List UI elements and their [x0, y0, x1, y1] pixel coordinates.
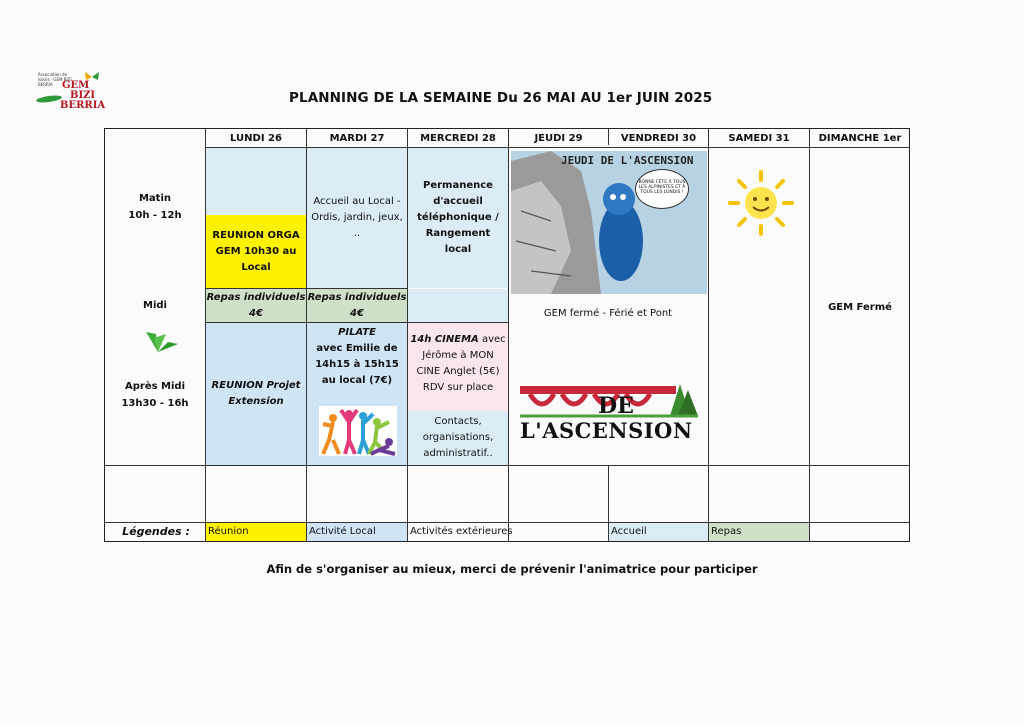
header-mardi: MARDI 27	[329, 133, 385, 144]
slot-matin	[105, 190, 205, 224]
grid-line	[206, 288, 408, 289]
legend-repas: Repas	[709, 523, 809, 541]
header-dimanche: DIMANCHE 1er	[818, 133, 902, 144]
logo-bizi: BIZI	[70, 90, 96, 101]
mardi-afternoon	[307, 323, 407, 465]
legend-label: Légendes :	[122, 525, 190, 538]
lundi-morning-reunion: REUNION ORGA GEM 10h30 au Local	[206, 215, 306, 288]
cinema-details: avec Jérôme à MON CINE Anglet (5€) RDV sur place	[416, 334, 506, 393]
header-lundi: LUNDI 26	[230, 133, 282, 144]
logo-swoosh	[36, 94, 63, 104]
logo-small-text: Association de loisirs · GEM BIZI BERRIA	[38, 72, 72, 87]
grid-line	[205, 129, 206, 541]
mercredi-contacts: Contacts, organisations, administratif..	[408, 411, 508, 465]
grid-line	[105, 465, 909, 466]
slot-apres-midi	[105, 378, 205, 412]
gem-logo	[36, 72, 108, 120]
page-title: PLANNING DE LA SEMAINE Du 26 MAI AU 1er JUIN 2025	[289, 90, 713, 106]
logo-gem: GEM	[62, 80, 90, 91]
slot-apres-hours: 13h30 - 16h	[121, 398, 189, 409]
legend-activite-local: Activité Local	[307, 523, 407, 541]
slot-midi: Midi	[143, 300, 167, 311]
header-samedi: SAMEDI 31	[728, 133, 790, 144]
pilate-title: PILATE	[338, 327, 376, 338]
lundi-morning-accueil	[206, 148, 306, 215]
ascension-de: DE	[598, 393, 634, 419]
header-vendredi: VENDREDI 30	[620, 133, 697, 144]
header-mercredi: MERCREDI 28	[420, 133, 496, 144]
footer-note: Afin de s'organiser au mieux, merci de prévenir l'animatrice pour participer	[266, 562, 758, 576]
comic-title: JEUDI DE L'ASCENSION	[561, 154, 694, 167]
yoga-figures-icon	[319, 406, 397, 456]
mardi-morning: Accueil au Local - Ordis, jardin, jeux, ..	[307, 148, 407, 288]
grid-line	[508, 129, 509, 541]
grid-line	[708, 129, 709, 541]
mercredi-cinema	[408, 323, 508, 411]
header-jeudi: JEUDI 29	[534, 133, 583, 144]
slot-matin-label: Matin	[138, 193, 172, 204]
dimanche-closed: GEM Fermé	[828, 302, 892, 313]
cinema-title: 14h CINEMA	[410, 334, 479, 345]
butterfly-icon	[144, 328, 180, 356]
grid-line	[809, 129, 810, 541]
lundi-afternoon: REUNION Projet Extension	[206, 323, 306, 465]
grid-line	[407, 129, 408, 541]
mardi-lunch: Repas individuels 4€	[307, 289, 407, 322]
lundi-lunch: Repas individuels 4€	[206, 289, 306, 322]
mercredi-lunch	[408, 289, 508, 322]
ascension-comic-image	[511, 151, 707, 294]
grid-line	[306, 129, 307, 541]
ascension-word: L'ASCENSION	[520, 418, 693, 443]
grid-line	[206, 322, 508, 323]
legend-reunion: Réunion	[206, 523, 306, 541]
logo-berria: BERRIA	[60, 100, 106, 111]
comic-speech-bubble: BONNE FÊTE À TOUS LES ALPINISTES ET À TOUS LES LUNDIS !	[635, 169, 689, 209]
slot-matin-hours: 10h - 12h	[128, 210, 182, 221]
mercredi-morning: Permanence d'accueil téléphonique / Rangement local	[408, 148, 508, 288]
gem-ferme-pont: GEM fermé - Férié et Pont	[543, 308, 673, 319]
grid-line	[205, 147, 909, 148]
sun-icon	[728, 170, 794, 236]
slot-apres-label: Après Midi	[124, 381, 185, 392]
legend-activites-exterieures: Activités extérieures	[410, 526, 513, 537]
legend-accueil: Accueil	[609, 523, 708, 541]
pilate-details: avec Emilie de 14h15 à 15h15 au local (7€)	[315, 343, 399, 386]
